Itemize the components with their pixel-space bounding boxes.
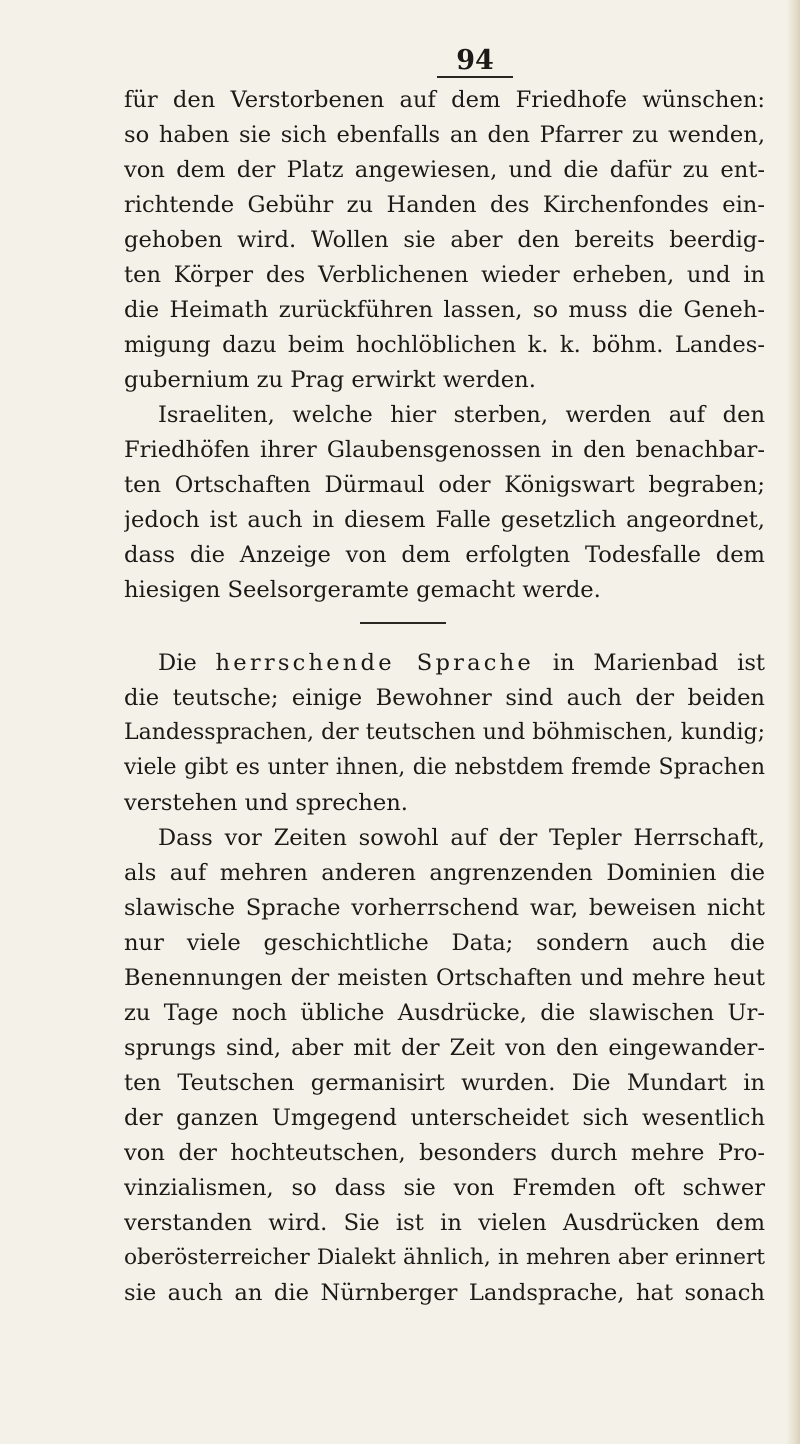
text-line: jedoch ist auch in diesem Falle gesetzlich angeordnet, <box>124 507 765 533</box>
text-line: slawische Sprache vorherrschend war, beweisen nicht <box>124 895 765 921</box>
text-run: in Marienbad ist <box>552 650 765 676</box>
text-line: richtende Gebühr zu Handen des Kirchenfondes ein- <box>124 192 765 218</box>
text-line: als auf mehren anderen angrenzenden Dominien die <box>124 860 765 886</box>
text-line: Friedhöfen ihrer Glaubensgenossen in den benachbar- <box>124 437 765 463</box>
text-run: Die <box>158 650 197 676</box>
text-line: gubernium zu Prag erwirkt werden. <box>124 367 536 393</box>
text-line: Israeliten, welche hier sterben, werden auf den <box>158 402 765 428</box>
section-divider <box>360 622 446 624</box>
text-line: so haben sie sich ebenfalls an den Pfarrer zu wenden, <box>124 122 765 148</box>
text-line: zu Tage noch übliche Ausdrücke, die slawischen Ur- <box>124 1000 765 1026</box>
text-line: verstehen und sprechen. <box>124 790 408 816</box>
text-line: nur viele geschichtliche Data; sondern auch die <box>124 930 765 956</box>
text-line: von dem der Platz angewiesen, und die dafür zu ent- <box>124 157 765 183</box>
text-line: von der hochteutschen, besonders durch mehre Pro- <box>124 1140 765 1166</box>
text-line: gehoben wird. Wollen sie aber den bereits beerdig- <box>124 227 765 253</box>
text-line: für den Verstorbenen auf dem Friedhofe wünschen: <box>124 87 765 113</box>
text-line: ten Teutschen germanisirt wurden. Die Mundart in <box>124 1070 765 1096</box>
text-line: verstanden wird. Sie ist in vielen Ausdrücken dem <box>124 1210 765 1236</box>
text-line: vinzialismen, so dass sie von Fremden oft schwer <box>124 1175 765 1201</box>
page-number: 94 <box>456 45 494 76</box>
text-line: ten Ortschaften Dürmaul oder Königswart begraben; <box>124 472 765 498</box>
text-line: hiesigen Seelsorgeramte gemacht werde. <box>124 577 601 603</box>
text-line: migung dazu beim hochlöblichen k. k. böhm. Landes- <box>124 332 765 358</box>
text-line: viele gibt es unter ihnen, die nebstdem fremde Sprachen <box>124 755 765 780</box>
text-line: dass die Anzeige von dem erfolgten Todesfalle dem <box>124 542 765 568</box>
text-line: ten Körper des Verblichenen wieder erheben, und in <box>124 262 765 288</box>
text-line: Benennungen der meisten Ortschaften und mehre heut <box>124 965 765 991</box>
text-line: die Heimath zurückführen lassen, so muss die Geneh- <box>124 297 765 323</box>
text-line: sie auch an die Nürnberger Landsprache, hat sonach <box>124 1280 765 1306</box>
text-line <box>158 648 765 680</box>
page-edge <box>786 0 800 1444</box>
text-line: sprungs sind, aber mit der Zeit von den eingewander- <box>124 1035 765 1061</box>
emphasized-term: herrschende Sprache <box>215 650 534 676</box>
text-line: oberösterreicher Dialekt ähnlich, in mehren aber erinnert <box>124 1245 765 1270</box>
page-number-rule <box>437 76 513 78</box>
text-line: Dass vor Zeiten sowohl auf der Tepler Herrschaft, <box>158 825 765 851</box>
text-line: Landessprachen, der teutschen und böhmischen, kundig; <box>124 720 765 745</box>
text-line: der ganzen Umgegend unterscheidet sich wesentlich <box>124 1105 765 1131</box>
text-line: die teutsche; einige Bewohner sind auch der beiden <box>124 685 765 711</box>
